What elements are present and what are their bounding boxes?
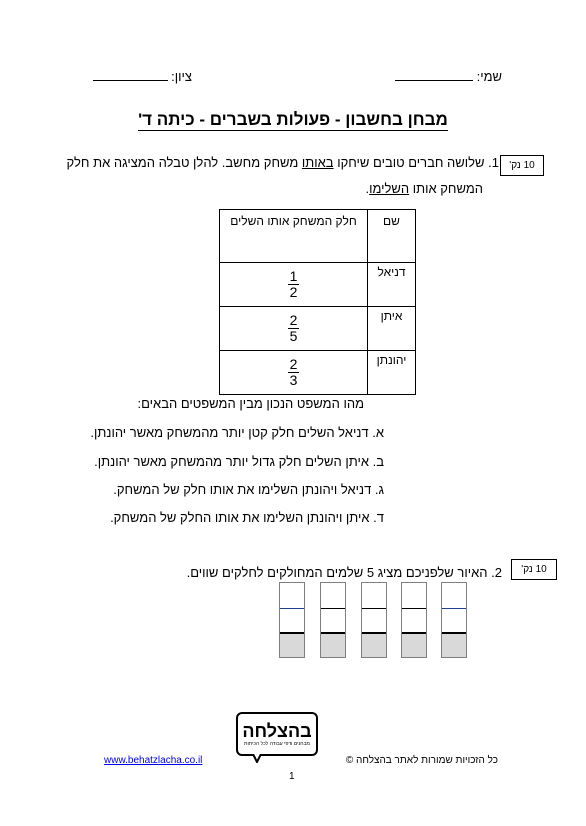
q1-text-part: שלושה חברים טובים שיחקו xyxy=(333,155,485,170)
q1-option-b[interactable]: ב. איתן השלים חלק גדול יותר מהמשחק מאשר יהונתן. xyxy=(94,454,384,469)
q1-line-1 xyxy=(67,155,500,170)
page-number: 1 xyxy=(289,771,295,782)
table-header-row xyxy=(220,210,416,263)
whole-divider xyxy=(442,632,466,634)
whole-shaded-part xyxy=(362,632,386,657)
fraction-numerator: 1 xyxy=(289,268,298,284)
whole-divider xyxy=(321,632,345,634)
whole-shaded-part xyxy=(321,632,345,657)
table-header-name: שם xyxy=(368,210,416,263)
whole-divider xyxy=(402,632,426,634)
q2-text: האיור שלפניכם מציג 5 שלמים המחולקים לחלקים שווים. xyxy=(186,565,488,580)
table-row xyxy=(220,351,416,395)
q1-option-d[interactable]: ד. איתן ויהונתן השלימו את אותו החלק של המשחק. xyxy=(110,510,384,525)
q1-number: 1. xyxy=(488,155,499,170)
logo-subtitle: מבחנים ודפי עבודה לכל הכיתות xyxy=(244,741,310,747)
grade-blank-line[interactable] xyxy=(93,68,168,81)
grade-label: ציון: xyxy=(171,69,192,84)
whole-shaded-part xyxy=(442,632,466,657)
q2-number: 2. xyxy=(491,565,502,580)
whole-divider xyxy=(362,608,386,609)
copyright-notice: כל הזכויות שמורות לאתר בהצלחה © xyxy=(345,755,498,766)
whole-bar xyxy=(441,582,467,658)
table-cell-fraction xyxy=(220,263,368,307)
table-row xyxy=(220,263,416,307)
whole-shaded-part xyxy=(280,632,304,657)
q1-points: 10 נק' xyxy=(509,160,535,171)
table-cell-name: יהונתן xyxy=(368,351,416,395)
q1-text-part: . xyxy=(365,181,370,196)
table-cell-name: איתן xyxy=(368,307,416,351)
fraction xyxy=(288,313,300,344)
logo-tail-icon xyxy=(252,754,266,763)
q1-question: מהו המשפט הנכון מבין המשפטים הבאים: xyxy=(137,396,364,411)
whole-divider xyxy=(280,608,304,609)
whole-bar xyxy=(320,582,346,658)
q1-text-part: משחק מחשב. להלן טבלה המציגה את חלק xyxy=(66,155,302,170)
fraction-denominator: 3 xyxy=(289,372,298,388)
q1-option-c[interactable]: ג. דניאל ויהונתן השלימו את אותו חלק של המשחק. xyxy=(113,482,384,497)
q2-points-box xyxy=(511,559,557,580)
logo-text: בהצלחה xyxy=(242,721,312,741)
table-cell-name: דניאל xyxy=(368,263,416,307)
table-header-part: חלק המשחק אותו השלים xyxy=(220,210,368,263)
website-link[interactable]: www.behatzlacha.co.il xyxy=(104,755,203,766)
whole-divider xyxy=(321,608,345,609)
q1-text-part: המשחק אותו xyxy=(409,181,483,196)
q1-table xyxy=(219,209,416,395)
q2-line xyxy=(187,565,502,580)
fraction-numerator: 2 xyxy=(289,356,298,372)
q1-line-2 xyxy=(365,181,483,196)
q1-option-a[interactable]: א. דניאל השלים חלק קטן יותר מהמשחק מאשר יהונתן. xyxy=(90,425,384,440)
grade-field xyxy=(93,68,192,84)
page-title: מבחן בחשבון - פעולות בשברים - כיתה ד' xyxy=(138,110,448,129)
q2-points: 10 נק' xyxy=(521,564,547,575)
fraction-numerator: 2 xyxy=(289,312,298,328)
behatzlacha-logo xyxy=(236,712,318,756)
name-field xyxy=(395,68,502,84)
q1-emphasis-completed: השלימו xyxy=(369,181,410,196)
fraction xyxy=(288,357,300,388)
q1-emphasis-same: באותו xyxy=(301,155,334,170)
table-row xyxy=(220,307,416,351)
whole-divider xyxy=(402,608,426,609)
table-cell-fraction xyxy=(220,351,368,395)
whole-bar xyxy=(279,582,305,658)
fraction-denominator: 2 xyxy=(289,284,298,300)
whole-bar xyxy=(401,582,427,658)
name-blank-line[interactable] xyxy=(395,68,473,81)
fraction xyxy=(288,269,300,300)
table-cell-fraction xyxy=(220,307,368,351)
name-label: שמי: xyxy=(476,69,502,84)
whole-divider xyxy=(442,608,466,609)
whole-divider xyxy=(362,632,386,634)
fraction-denominator: 5 xyxy=(289,328,298,344)
q1-points-box xyxy=(500,155,544,176)
whole-divider xyxy=(280,632,304,634)
whole-bar xyxy=(361,582,387,658)
whole-shaded-part xyxy=(402,632,426,657)
